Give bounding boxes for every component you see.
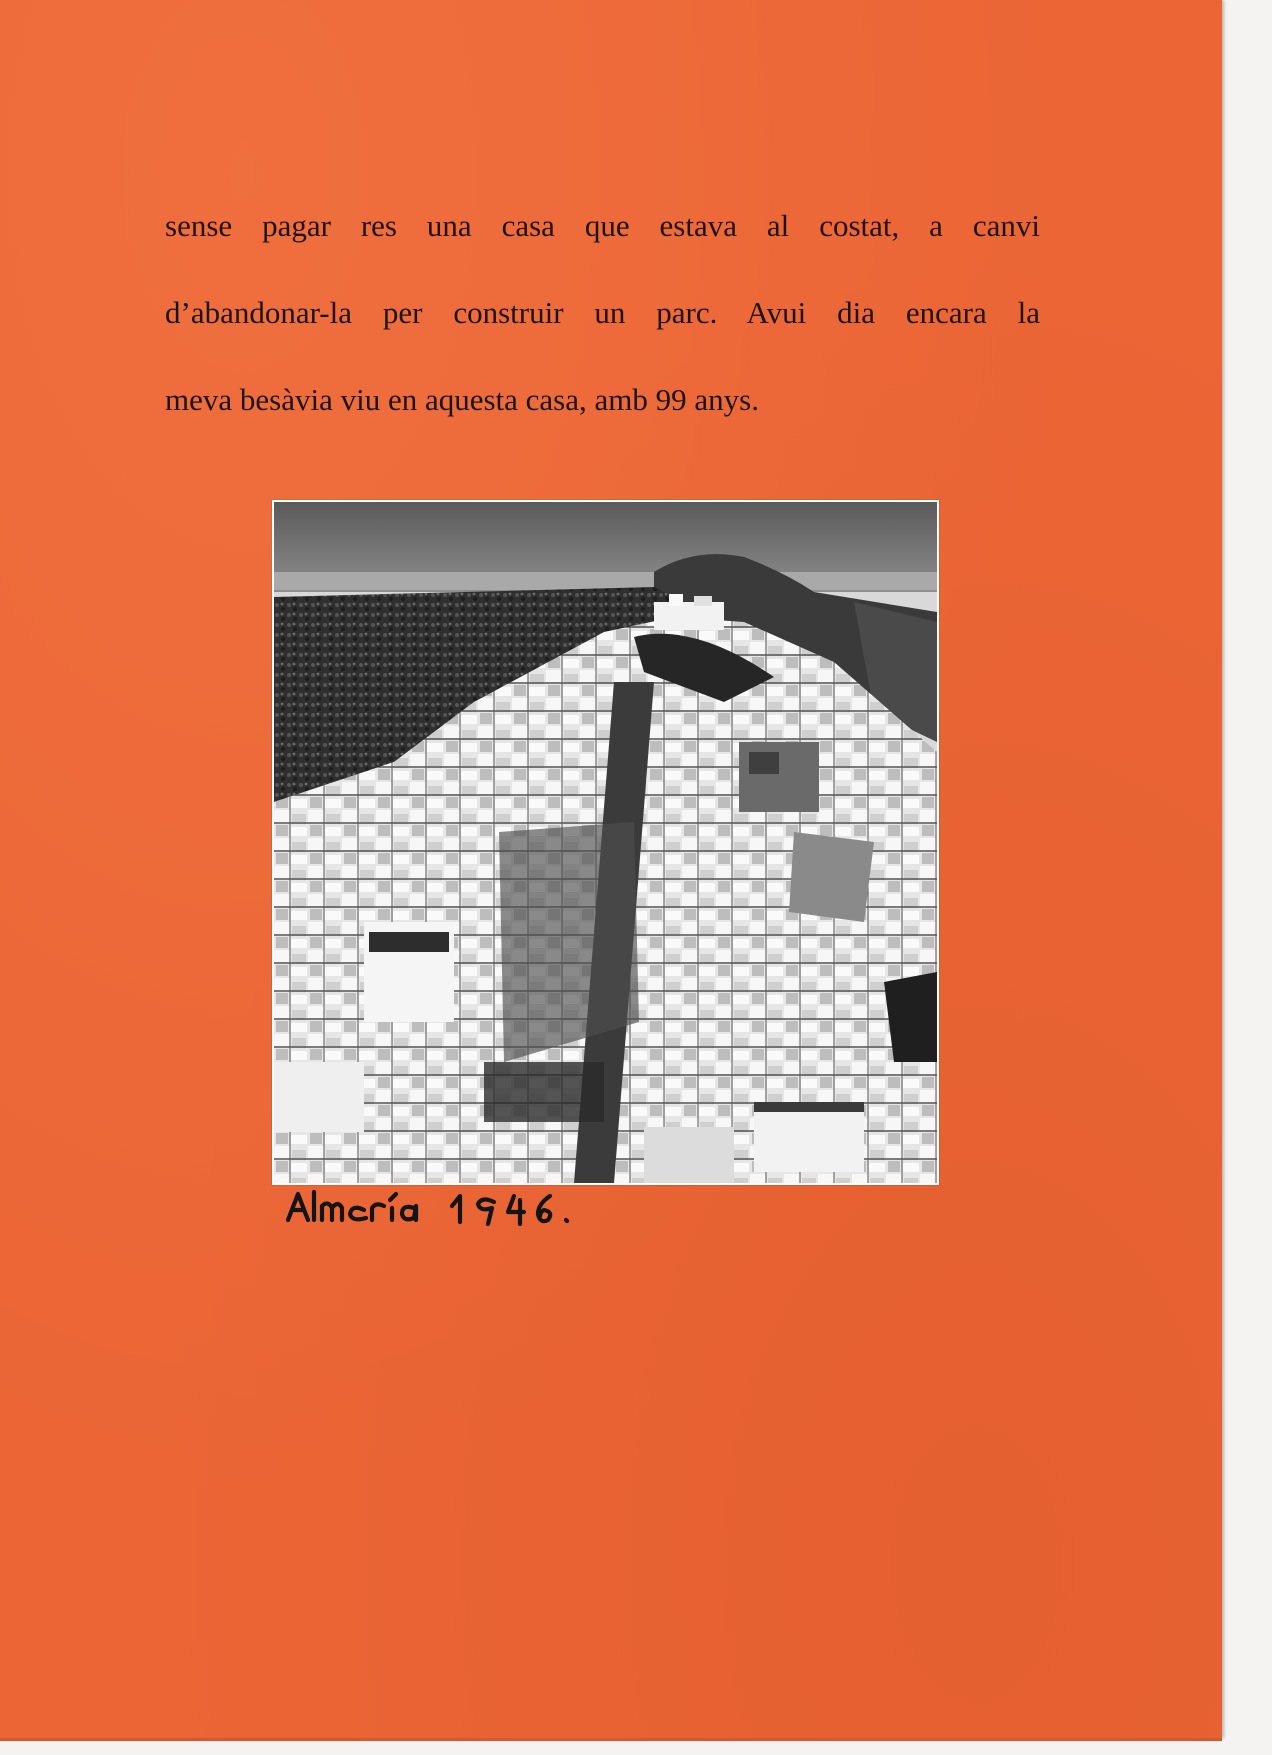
handwritten-caption bbox=[282, 1182, 642, 1252]
aerial-town-photo-image bbox=[274, 502, 937, 1183]
text-line-2: d’abandonar-la per construir un parc. Avui dia encara la bbox=[165, 295, 1040, 330]
historical-photo bbox=[272, 500, 939, 1185]
handwritten-caption-image bbox=[282, 1182, 642, 1252]
text-line-3: meva besàvia viu en aquesta casa, amb 99 anys. bbox=[165, 382, 759, 417]
page-bottom-edge bbox=[0, 1738, 1222, 1741]
body-text bbox=[165, 196, 1040, 457]
text-line-1: sense pagar res una casa que estava al costat, a canvi bbox=[165, 208, 1040, 243]
